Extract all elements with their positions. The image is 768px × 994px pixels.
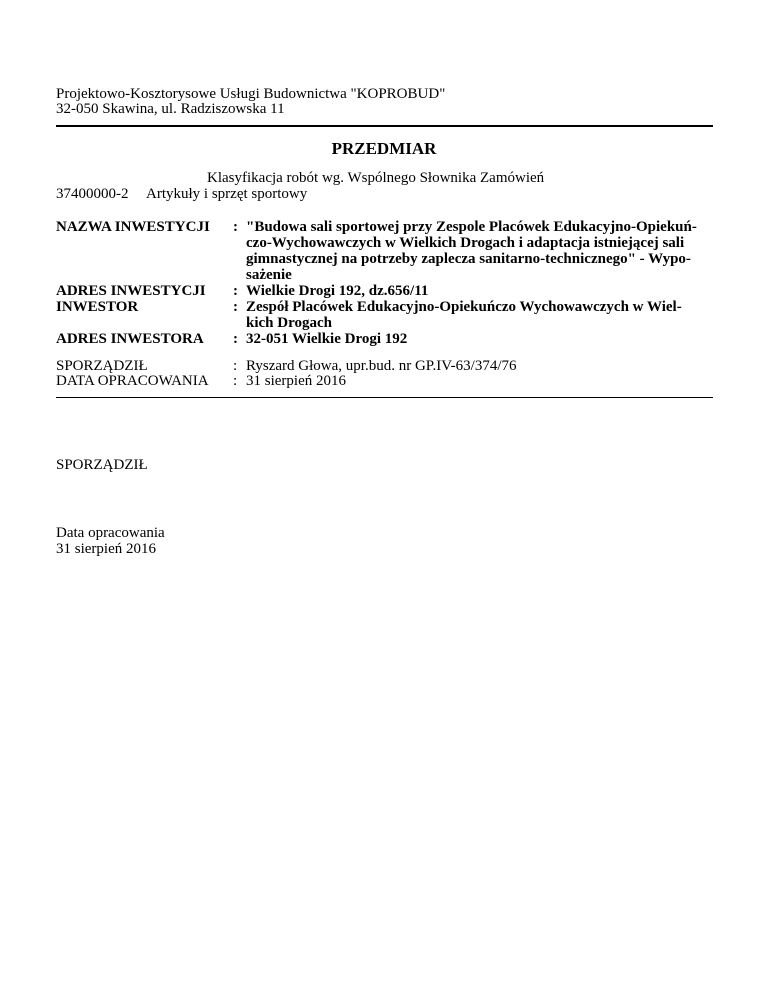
investment-address-label: ADRES INWESTYCJI [56,283,206,299]
investment-name-line: "Budowa sali sportowej przy Zespole Placówek Edukacyjno-Opiekuń- [246,219,697,235]
footer-date-value: 31 sierpień 2016 [56,541,156,557]
investor-line: Zespół Placówek Edukacyjno-Opiekuńczo Wychowawczych w Wiel- [246,299,682,315]
prepared-by-value: Ryszard Głowa, upr.bud. nr GP.IV-63/374/76 [246,358,517,374]
investment-name-line: sażenie [246,267,292,283]
investor-line: kich Drogach [246,315,332,331]
investor-address-label: ADRES INWESTORA [56,331,204,347]
investment-name-line: gimnastycznej na potrzeby zaplecza sanitarno-technicznego" - Wypo- [246,251,691,267]
top-rule [56,125,713,127]
investment-address-line: Wielkie Drogi 192, dz.656/11 [246,283,429,299]
bottom-rule [56,397,713,398]
investor-value [246,299,716,331]
prepared-date-colon: : [233,373,238,389]
investment-address-value [246,283,716,299]
footer-date-label: Data opracowania [56,525,165,541]
investment-name-line: czo-Wychowawczych w Wielkich Drogach i adaptacja istniejącej sali [246,235,685,251]
company-address: 32-050 Skawina, ul. Radziszowska 11 [56,101,285,117]
prepared-by-colon: : [233,358,238,374]
classification-code: 37400000-2 [56,186,129,202]
investor-address-line: 32-051 Wielkie Drogi 192 [246,331,408,347]
company-name: Projektowo-Kosztorysowe Usługi Budownictwa "KOPROBUD" [56,86,446,102]
investment-name-colon: : [233,219,238,235]
investor-label: INWESTOR [56,299,139,315]
document-title: PRZEDMIAR [331,139,437,158]
investment-address-colon: : [233,283,238,299]
classification-description: Artykuły i sprzęt sportowy [146,186,308,202]
investor-address-value [246,331,716,347]
investor-address-colon: : [233,331,238,347]
investment-name-label: NAZWA INWESTYCJI [56,219,210,235]
prepared-date-label: DATA OPRACOWANIA [56,373,209,389]
signature-label: SPORZĄDZIŁ [56,457,148,473]
prepared-date-value: 31 sierpień 2016 [246,373,346,389]
investor-colon: : [233,299,238,315]
investment-name-value [246,219,716,283]
prepared-by-label: SPORZĄDZIŁ [56,358,148,374]
classification-heading: Klasyfikacja robót wg. Wspólnego Słownika Zamówień [207,170,545,186]
